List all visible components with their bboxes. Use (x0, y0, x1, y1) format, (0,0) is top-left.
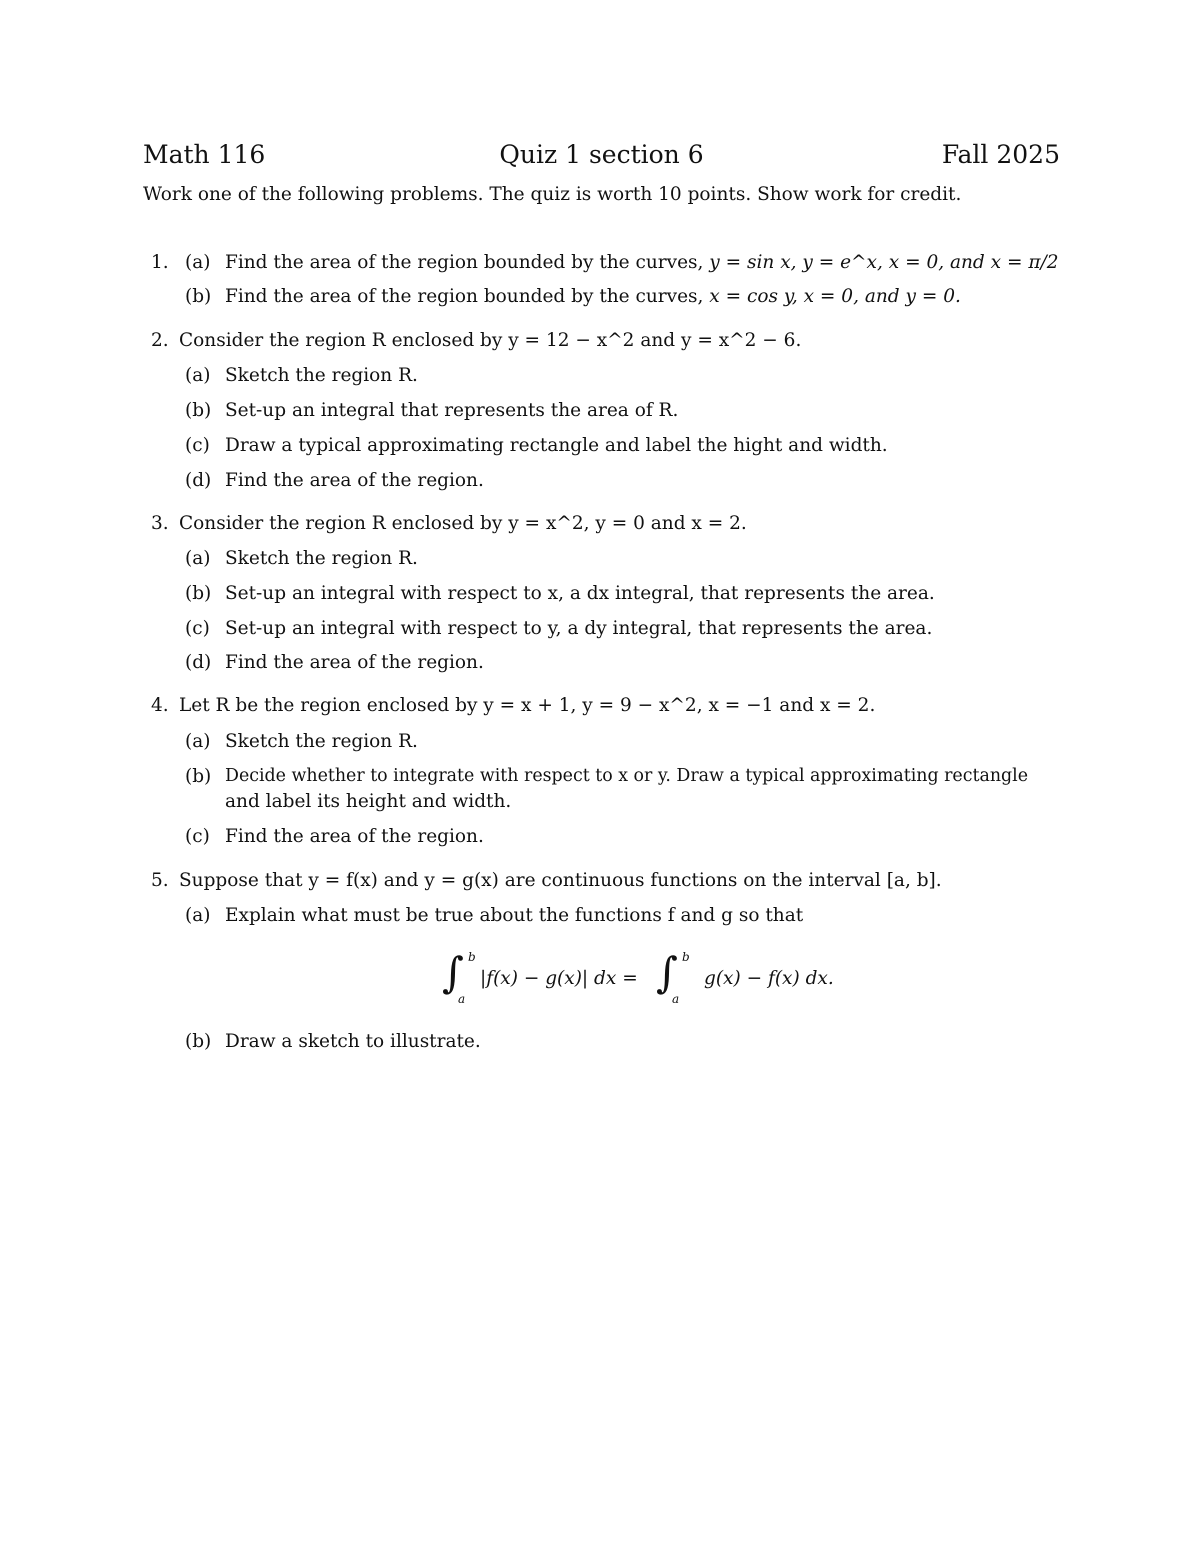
part-label: (a) (185, 252, 211, 273)
problem-number: 5. (151, 870, 169, 891)
lower-limit-right: a (672, 992, 680, 1006)
part-text: Set-up an integral with respect to y, a dy integral, that represents the area. (225, 618, 933, 639)
right-integrand: g(x) − f(x) dx. (704, 968, 834, 989)
part-label: (b) (185, 286, 212, 307)
term: Fall 2025 (941, 140, 1060, 169)
problem-number: 4. (151, 695, 169, 716)
part-text: Draw a typical approximating rectangle and label the hight and width. (225, 435, 888, 456)
part-label: (a) (185, 731, 211, 752)
left-integrand: |f(x) − g(x)| dx = (480, 968, 638, 989)
part-math: y = sin x, y = e^x, x = 0, and x = π/2 (709, 252, 1059, 273)
problem-statement: Consider the region R enclosed by y = x^2, y = 0 and x = 2. (179, 513, 747, 534)
part-label: (c) (185, 435, 210, 456)
part-text: Find the area of the region bounded by the curves, y = sin x, y = e^x, x = 0, and x = π/2 (225, 252, 1059, 273)
part-text: Set-up an integral with respect to x, a dx integral, that represents the area. (225, 583, 935, 604)
integral-sign-right: ∫ (656, 948, 678, 997)
part-text: Sketch the region R. (225, 548, 418, 569)
upper-limit-right: b (682, 950, 690, 964)
part-label: (c) (185, 826, 210, 847)
instructions: Work one of the following problems. The quiz is worth 10 points. Show work for credit. (143, 184, 962, 205)
problem-statement: Let R be the region enclosed by y = x + 1, y = 9 − x^2, x = −1 and x = 2. (179, 695, 876, 716)
quiz-title: Quiz 1 section 6 (499, 140, 704, 169)
part-label: (a) (185, 548, 211, 569)
problem-number: 3. (151, 513, 169, 534)
part-text: Sketch the region R. (225, 731, 418, 752)
lower-limit-left: a (458, 992, 466, 1006)
part-label: (b) (185, 766, 212, 787)
part-text: Set-up an integral that represents the area of R. (225, 400, 679, 421)
upper-limit-left: b (468, 950, 476, 964)
part-text: Draw a sketch to illustrate. (225, 1031, 481, 1052)
part-text: Find the area of the region. (225, 826, 484, 847)
part-text: Explain what must be true about the functions f and g so that (225, 905, 804, 926)
part-text: Find the area of the region bounded by the curves, x = cos y, x = 0, and y = 0. (225, 286, 961, 307)
part-text: Decide whether to integrate with respect to x or y. Draw a typical approximating rectangle (225, 766, 1028, 786)
part-label: (b) (185, 583, 212, 604)
part-label: (a) (185, 365, 211, 386)
part-text: Find the area of the region. (225, 470, 484, 491)
part-text-continued: and label its height and width. (225, 791, 512, 812)
part-text: Sketch the region R. (225, 365, 418, 386)
problem-number: 2. (151, 330, 169, 351)
part-label: (a) (185, 905, 211, 926)
part-label: (c) (185, 618, 210, 639)
problem-number: 1. (151, 252, 169, 273)
problem-statement: Suppose that y = f(x) and y = g(x) are continuous functions on the interval [a, b]. (179, 870, 942, 891)
integral-sign-left: ∫ (442, 948, 464, 997)
part-label: (d) (185, 652, 212, 673)
part-label: (b) (185, 1031, 212, 1052)
course-title: Math 116 (143, 140, 266, 169)
integral-equation (440, 948, 860, 1010)
header (143, 140, 1060, 170)
part-text: Find the area of the region. (225, 652, 484, 673)
part-math: x = cos y, x = 0, and y = 0. (709, 286, 961, 307)
problem-statement: Consider the region R enclosed by y = 12 − x^2 and y = x^2 − 6. (179, 330, 802, 351)
part-label: (b) (185, 400, 212, 421)
part-label: (d) (185, 470, 212, 491)
